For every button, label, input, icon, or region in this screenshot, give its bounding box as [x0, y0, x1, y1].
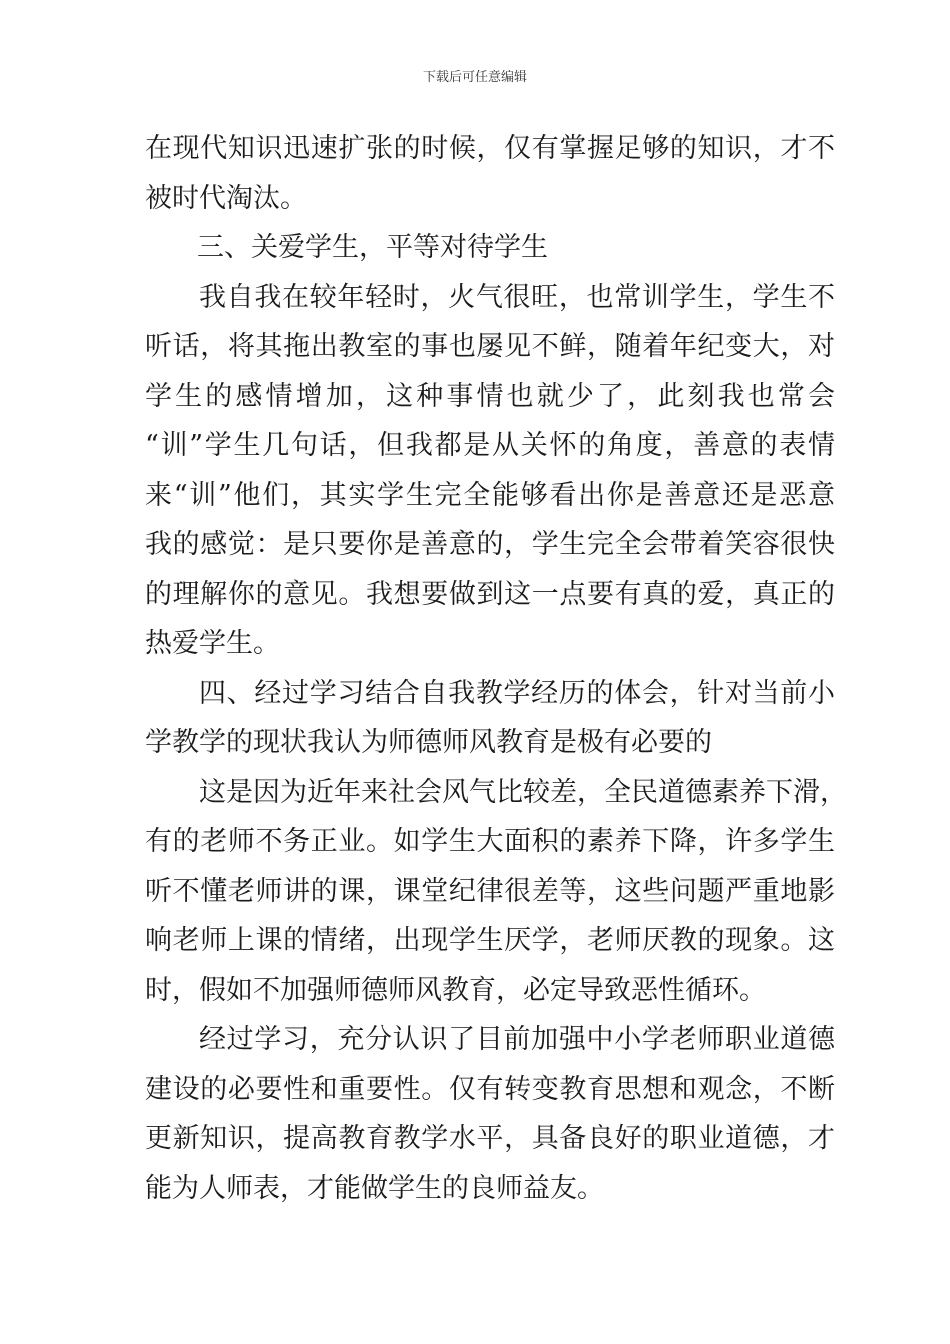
section-heading: 四、经过学习结合自我教学经历的体会，针对当前小 [199, 677, 835, 709]
text-line: 这是因为近年来社会风气比较差，全民道德素养下滑， [199, 776, 847, 808]
text-line: 热爱学生。 [145, 628, 280, 659]
text-line: 经过学习，充分认识了目前加强中小学老师职业道德 [199, 1024, 835, 1055]
text-line: 听话，将其拖出教室的事也屡见不鲜，随着年纪变大，对 [145, 331, 835, 362]
page-header-note: 下载后可任意编辑 [422, 70, 527, 85]
text-line: 建设的必要性和重要性。仅有转变教育思想和观念，不断 [145, 1073, 835, 1105]
text-line: 响老师上课的情绪，出现学生厌学，老师厌教的现象。这 [145, 925, 835, 956]
text-line: 被时代淘汰。 [145, 182, 307, 214]
text-line: 在现代知识迅速扩张的时候，仅有掌握足够的知识，才不 [145, 133, 835, 164]
text-line: 时，假如不加强师德师风教育，必定导致恶性循环。 [145, 974, 766, 1006]
section-heading: 学教学的现状我认为师德师风教育是极有必要的 [145, 727, 712, 758]
text-line: 更新知识，提高教育教学水平，具备良好的职业道德，才 [145, 1123, 835, 1154]
text-line: 我的感觉：是只要你是善意的，学生完全会带着笑容很快 [145, 529, 835, 560]
text-line: 能为人师表，才能做学生的良师益友。 [145, 1172, 604, 1204]
text-line: 有的老师不务正业。如学生大面积的素养下降，许多学生 [145, 826, 835, 857]
text-line: 的理解你的意见。我想要做到这一点要有真的爱，真正的 [145, 578, 835, 610]
text-line: 听不懂老师讲的课，课堂纪律很差等，这些问题严重地影 [145, 875, 835, 907]
text-line: 我自我在较年轻时，火气很旺，也常训学生，学生不 [199, 281, 835, 313]
document-body [145, 124, 847, 1213]
section-heading: 三、关爱学生，平等对待学生 [197, 232, 548, 263]
text-line: “训”学生几句话，但我都是从关怀的角度，善意的表情 [145, 430, 835, 461]
text-line: 来“训”他们，其实学生完全能够看出你是善意还是恶意 [145, 479, 835, 511]
text-line: 学生的感情增加，这种事情也就少了，此刻我也常会 [145, 380, 835, 412]
